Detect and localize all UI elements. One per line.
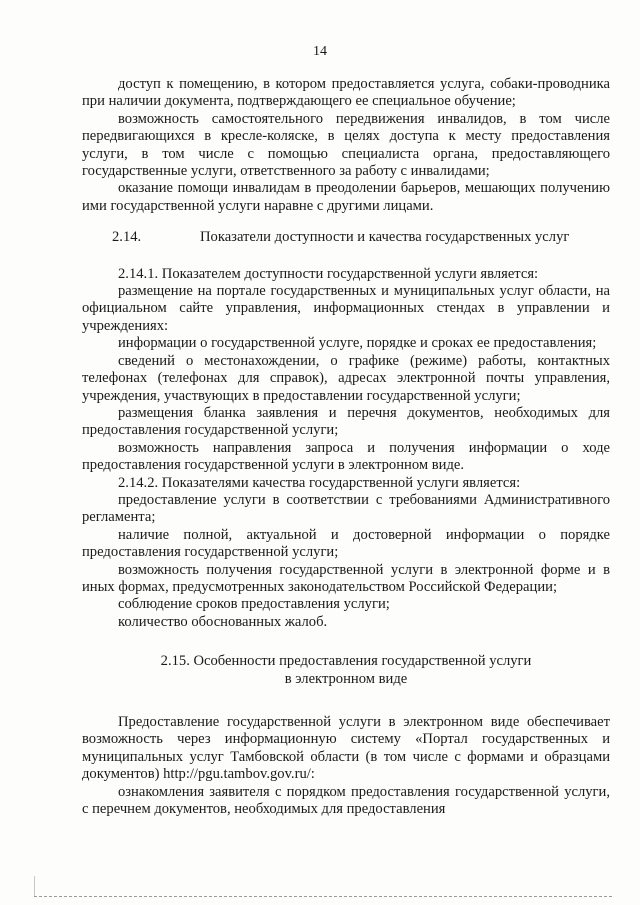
- scan-bottom-rule: [34, 896, 612, 897]
- paragraph: доступ к помещению, в котором предоставляется услуга, собаки-проводника при наличии документа, подтверждающего ее специальное обучение;: [82, 76, 610, 110]
- paragraph: количество обоснованных жалоб.: [118, 613, 328, 630]
- paragraph: Предоставление государственной услуги в электронном виде обеспечивает возможность через информационную систему «Портал государственных и муниципальных услуг Тамбовской области (в том числе с формами и образцами документов) http://pgu.tambov.gov.ru/:: [82, 714, 610, 783]
- section-heading-2-15-cont: в электронном виде: [284, 670, 408, 687]
- paragraph: 2.14.1. Показателем доступности государственной услуги является:: [118, 265, 539, 282]
- paragraph: оказание помощи инвалидам в преодолении барьеров, мешающих получению ими государственной услуги наравне с другими лицами.: [82, 180, 610, 214]
- scan-edge-mark: [34, 876, 35, 896]
- section-heading-2-14: [82, 229, 610, 246]
- paragraph: соблюдение сроков предоставления услуги;: [118, 596, 390, 613]
- paragraph: наличие полной, актуальной и достоверной информации о порядке предоставления государственной услуги;: [82, 526, 610, 561]
- section-number: 2.14.: [112, 229, 142, 246]
- section-title: Показатели доступности и качества государственных услуг: [200, 229, 570, 246]
- paragraph: размещение на портале государственных и муниципальных услуг области, на официальном сайте управления, информационных стендах в управлении и учреждениях:: [82, 283, 610, 334]
- paragraph: возможность самостоятельного передвижения инвалидов, в том числе передвигающихся в кресле-коляске, в целях доступа к месту предоставления услуги, в том числе с помощью специалиста органа, предоставляющего государственные услуги, ответственного за работу с инвалидами;: [82, 110, 610, 180]
- paragraph: возможность направления запроса и получения информации о ходе предоставления государственной услуги в электронном виде.: [82, 439, 610, 474]
- paragraph: предоставление услуги в соответствии с требованиями Административного регламента;: [82, 491, 610, 526]
- page-number: 14: [313, 44, 327, 59]
- paragraph: размещения бланка заявления и перечня документов, необходимых для предоставления государственной услуги;: [82, 404, 610, 439]
- section-heading-2-15: 2.15. Особенности предоставления государственной услуги: [160, 653, 532, 670]
- paragraph: сведений о местонахождении, о графике (режиме) работы, контактных телефонах (телефонах для справок), адресах электронной почты управления, учреждения, участвующих в предоставлении государственной услуги;: [82, 352, 610, 404]
- paragraph: ознакомления заявителя с порядком предоставления государственной услуги, с перечнем документов, необходимых для предоставления: [82, 783, 610, 818]
- paragraph: возможность получения государственной услуги в электронной форме и в иных формах, предусмотренных законодательством Российской Федерации;: [82, 561, 610, 595]
- document-body: [82, 76, 610, 818]
- paragraph: 2.14.2. Показателями качества государственной услуги является:: [118, 474, 521, 491]
- paragraph: информации о государственной услуге, порядке и сроках ее предоставления;: [118, 335, 597, 352]
